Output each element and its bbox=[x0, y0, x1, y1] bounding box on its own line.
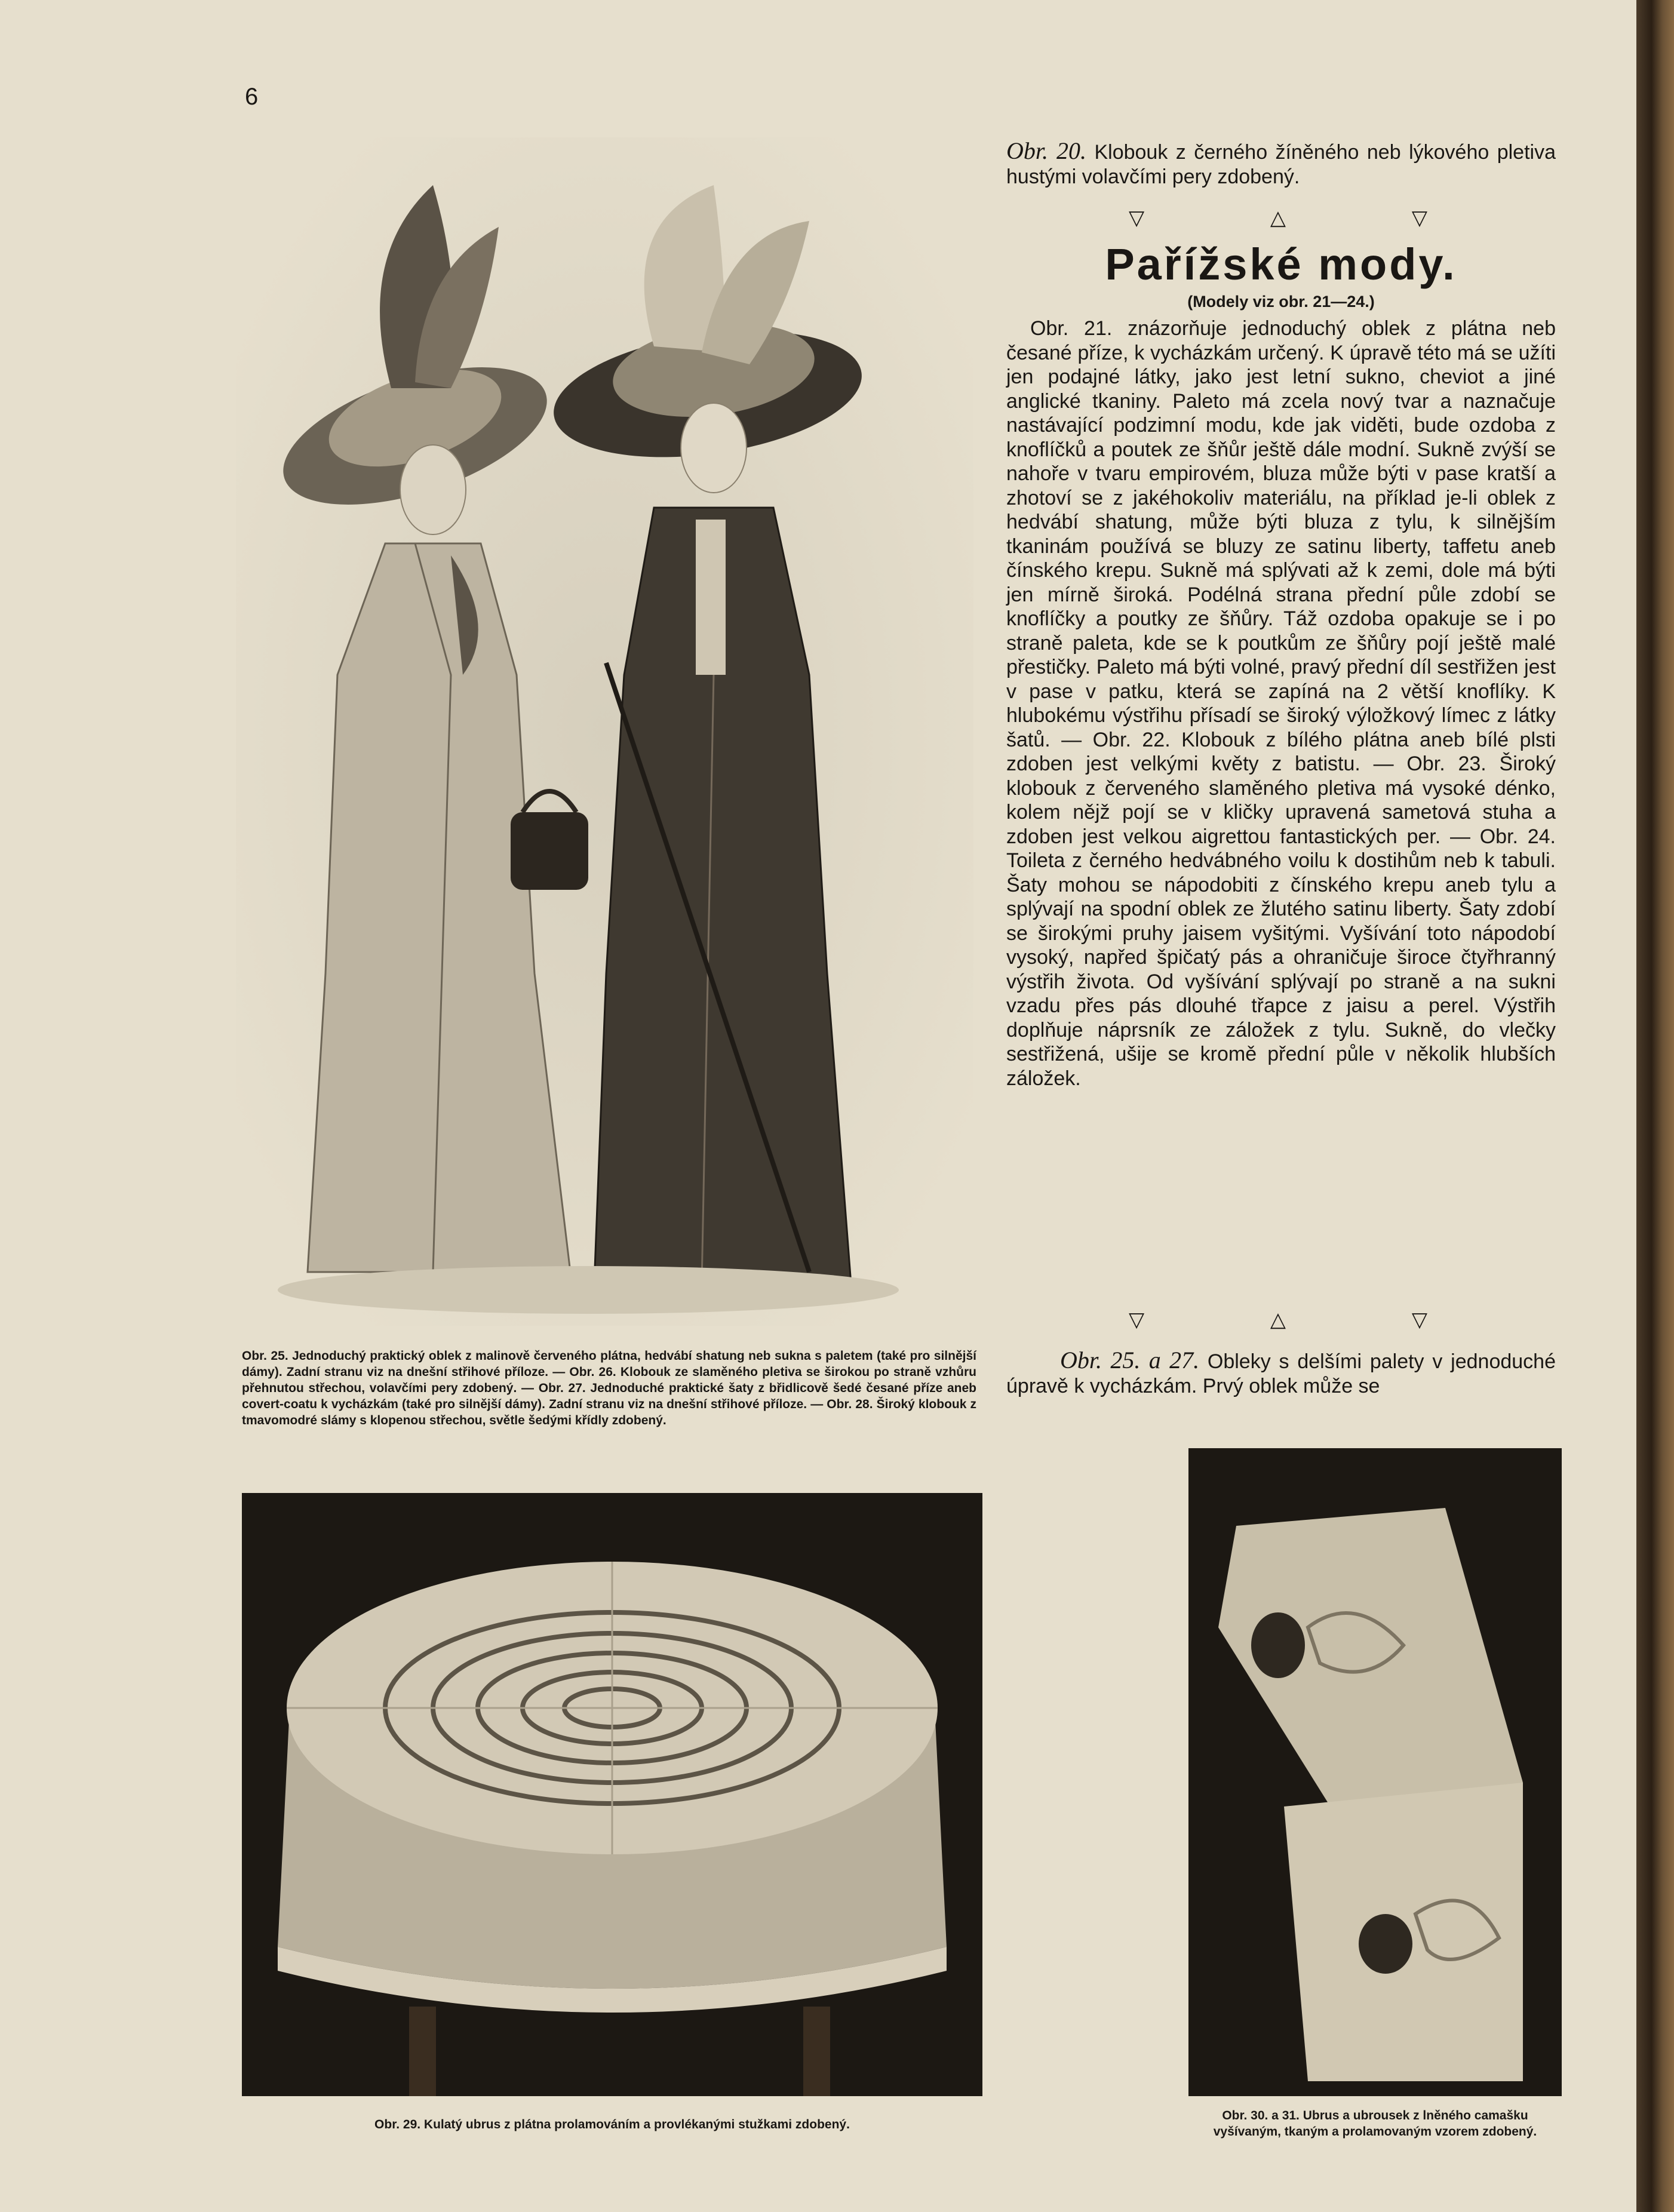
handbag bbox=[511, 812, 588, 890]
napkin-caption: Obr. 30. a 31. Ubrus a ubrousek z lněného camašku vyšívaným, tkaným a prolamovaným vzorem zdobený. bbox=[1213, 2109, 1537, 2139]
separator-mark: △ bbox=[1270, 1308, 1286, 1331]
napkin-photo bbox=[1188, 1448, 1562, 2096]
hat-article-text: Klobouk z černého žíněného neb lýkového pletiva hustými volavčími pery zdobený. bbox=[1006, 141, 1556, 188]
page-number: 6 bbox=[245, 84, 259, 110]
separator bbox=[1129, 1308, 1427, 1332]
separator-mark: ▽ bbox=[1411, 1308, 1427, 1331]
hat-article-lead: Obr. 20. bbox=[1006, 137, 1087, 164]
paris-article-text: Obr. 21. znázorňuje jednoduchý oblek z plátna neb česané příze, k vycházkám určený. K úpravě této má se užíti jen podajné látky, jako jest letní sukno, cheviot a jiné anglické tkaniny. Paleto má zcela nový tvar a naznačuje nastávající podzimní modu, kde jak viděti, bude ozdoba z knoflíčků a poutek ze šňůr ještě dále modní. Sukně zvýší se nahoře v tvaru empirovém, bluza může býti v pase kratší a zhotoví se z jakéhokoliv materiálu, na příklad je-li oblek z hedvábí shatung, může býti bluza z tylu, k silnějším tkaninám používá se bluzy ze satinu liberty, taffetu aneb čínského krepu. Sukně má splývati až k zemi, dole má býti jen mírně široká. Podélná strana přední půle zdobí se knoflíčky a poutky ze šňůry. Táž ozdoba opakuje se i po straně paleta, kde se k poutkům ze šňůry pojí ještě malé přestičky. Paleto má býti volné, pravý přední díl sestřižen jest v pase v patku, která se zapíná na 2 větší knoflíky. K hlubokému výstřihu přísadí se široký výložkový límec z látky šatů. — Obr. 22. Klobouk z bílého plátna aneb bílé plsti zdoben jest velkými květy z batistu. — Obr. 23. Široký klobouk z červeného slaměného pletiva má vysoké dénko, kolem nějž pojí se v kličky upravená sametová stuha a zdoben jest velkou aigrettou fantastických per. — Obr. 24. Toileta z černého hedvábného voilu k dostihům neb k tabuli. Šaty mohou se nápodobiti z čínského krepu aneb tylu a splývají na spodní oblek ze žlutého satinu liberty. Šaty zdobí se širokými pruhy jaisem vyšitými. Vyšívání toto nápodobí vysoký, napřed špičatý pás a ohraničuje široce čtyřhranný výstřih života. Od vyšívání splývají po straně a na sukni vzadu přes pás dlouhé třapce z jaisu a perel. Výstřih doplňuje náprsník ze záložek z tylu. Sukně, do vlečky sestřižená, ušije se kromě přední půle v několik hlubších záložek. bbox=[1006, 317, 1556, 1090]
separator-mark: ▽ bbox=[1129, 207, 1145, 229]
paris-article-body bbox=[1006, 317, 1556, 1090]
hat-article bbox=[1006, 139, 1556, 189]
separator-mark: ▽ bbox=[1129, 1308, 1145, 1331]
coats-article-text: Obleky s delšími palety v jednoduché úpravě k vycházkám. Prvý oblek může se bbox=[1006, 1350, 1556, 1397]
fashion-caption: Obr. 25. Jednoduchý praktický oblek z malinově červeného plátna, hedvábí shatung neb sukna s paletem (také pro silnější dámy). Zadní stranu viz na dnešní střihové příloze. — Obr. 26. Klobouk ze slaměného pletiva se širokou po straně vzhůru přehnutou střechou, volavčími pery zdobený. — Obr. 27. Jednoduché praktické šaty z břidlicově šedé česané příze aneb covert-coatu k vycházkám (také pro silnější dámy). Zadní stranu viz na dnešní střihové příloze. — Obr. 28. Široký klobouk z tmavomodré slámy s klopenou střechou, světle šedými křídly zdobený. bbox=[242, 1349, 976, 1427]
article-title: Pařížské mody. bbox=[1105, 239, 1457, 289]
coats-article-lead: Obr. 25. a 27. bbox=[1060, 1347, 1200, 1374]
tablecloth-photo bbox=[242, 1493, 982, 2096]
tablecloth-caption: Obr. 29. Kulatý ubrus z plátna prolamováním a provlékanými stužkami zdobený. bbox=[374, 2118, 850, 2131]
article-subtitle: (Modely viz obr. 21—24.) bbox=[1187, 293, 1375, 311]
separator-mark: ▽ bbox=[1411, 207, 1427, 229]
coats-article bbox=[1006, 1348, 1556, 1398]
fashion-illustration bbox=[236, 137, 973, 1326]
book-binding-edge bbox=[1636, 0, 1674, 2212]
separator-mark: △ bbox=[1270, 207, 1286, 229]
separator bbox=[1129, 206, 1427, 230]
